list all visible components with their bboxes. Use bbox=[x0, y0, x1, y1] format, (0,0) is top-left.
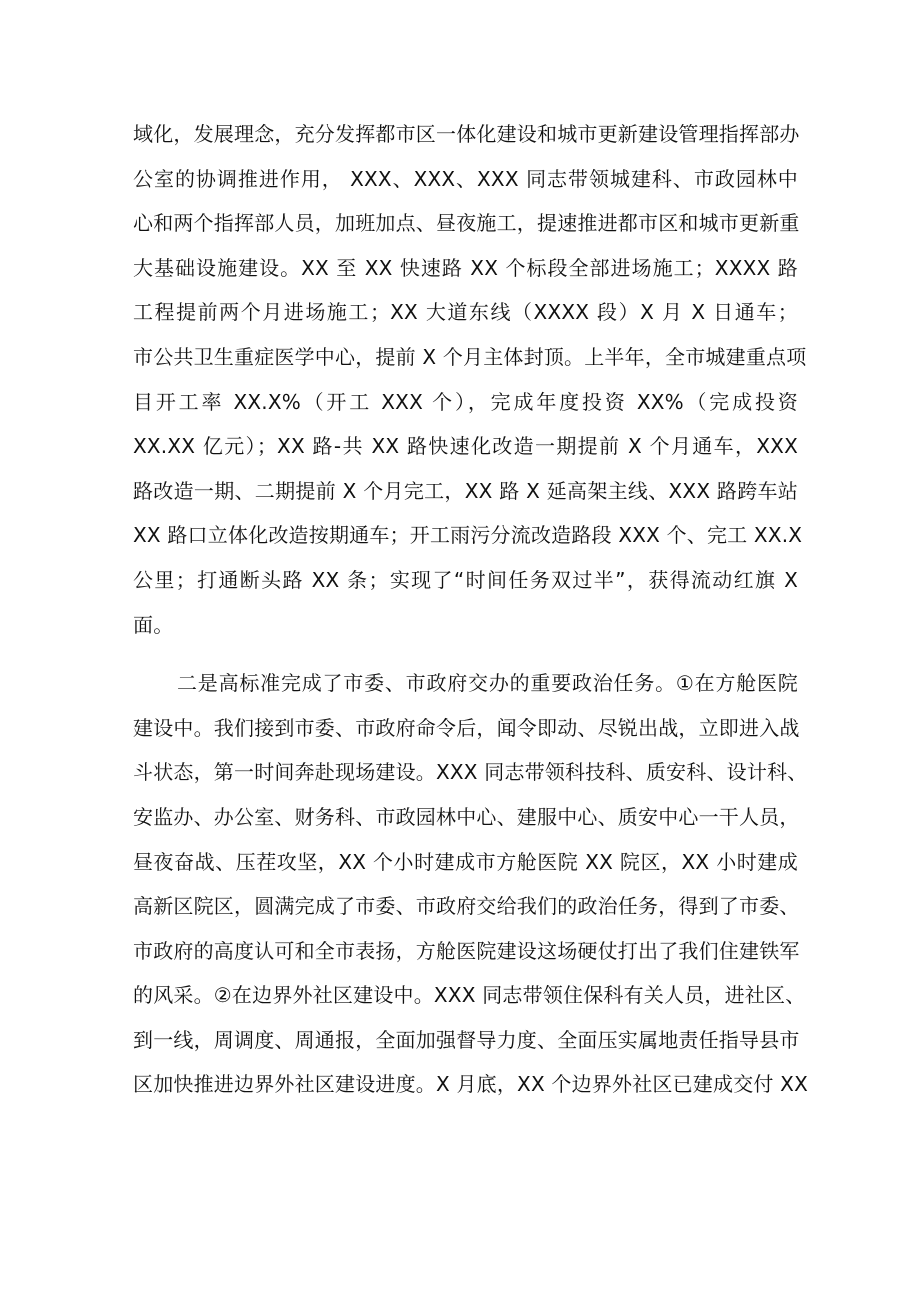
text-line: 域化，发展理念，充分发挥都市区一体化建设和城市更新建设管理指挥部办 bbox=[133, 122, 800, 146]
text-line: XX.XX 亿元）；XX 路-共 XX 路快速化改造一期提前 X 个月通车，XXX bbox=[133, 434, 798, 459]
text-line-indented: 二是高标准完成了市委、市政府交办的重要政治任务。①在方舱医院 bbox=[177, 671, 798, 696]
text-line: XX 路口立体化改造按期通车；开工雨污分流改造路段 XXX 个、完工 XX.X bbox=[133, 523, 803, 548]
text-line: 区加快推进边界外社区建设进度。X 月底，XX 个边界外社区已建成交付 XX bbox=[133, 1072, 808, 1097]
text-line: 工程提前两个月进场施工；XX 大道东线（XXXX 段）X 月 X 日通车； bbox=[133, 300, 798, 325]
text-line: 的风采。②在边界外社区建设中。XXX 同志带领住保科有关人员，进社区、 bbox=[133, 983, 806, 1008]
text-line: 安监办、办公室、财务科、市政园林中心、建服中心、质安中心一干人员， bbox=[133, 804, 800, 829]
text-line: 路改造一期、二期提前 X 个月完工，XX 路 X 延高架主线、XXX 路跨车站 bbox=[133, 478, 798, 503]
text-line: 建设中。我们接到市委、市政府命令后，闻令即动、尽锐出战，立即进入战 bbox=[133, 715, 800, 740]
text-line: 公里；打通断头路 XX 条；实现了“时间任务双过半”，获得流动红旗 X bbox=[133, 567, 798, 592]
text-line-last: 面。 bbox=[133, 612, 174, 637]
document-body bbox=[133, 112, 808, 1107]
text-line: 心和两个指挥部人员，加班加点、昼夜施工，提速推进都市区和城市更新重 bbox=[133, 211, 800, 236]
paragraph-2 bbox=[133, 661, 808, 1107]
text-line: 大基础设施建设。XX 至 XX 快速路 XX 个标段全部进场施工；XXXX 路 bbox=[133, 255, 798, 280]
text-line: 公室的协调推进作用， XXX、XXX、XXX 同志带领城建科、市政园林中 bbox=[133, 166, 798, 191]
paragraph-gap bbox=[133, 647, 798, 661]
text-line: 市公共卫生重症医学中心，提前 X 个月主体封顶。上半年，全市城建重点项 bbox=[133, 344, 807, 369]
paragraph-1 bbox=[133, 112, 807, 647]
text-line: 昼夜奋战、压茬攻坚，XX 个小时建成市方舱医院 XX 院区，XX 小时建成 bbox=[133, 849, 798, 874]
text-line: 市政府的高度认可和全市表扬，方舱医院建设这场硬仗打出了我们住建铁军 bbox=[133, 938, 800, 963]
text-line: 到一线，周调度、周通报，全面加强督导力度、全面压实属地责任指导县市 bbox=[133, 1027, 800, 1052]
text-line: 斗状态，第一时间奔赴现场建设。XXX 同志带领科技科、质安科、设计科、 bbox=[133, 760, 808, 785]
text-line: 目开工率 XX.X%（开工 XXX 个），完成年度投资 XX%（完成投资 bbox=[133, 389, 798, 414]
text-line: 高新区院区，圆满完成了市委、市政府交给我们的政治任务，得到了市委、 bbox=[133, 894, 800, 919]
